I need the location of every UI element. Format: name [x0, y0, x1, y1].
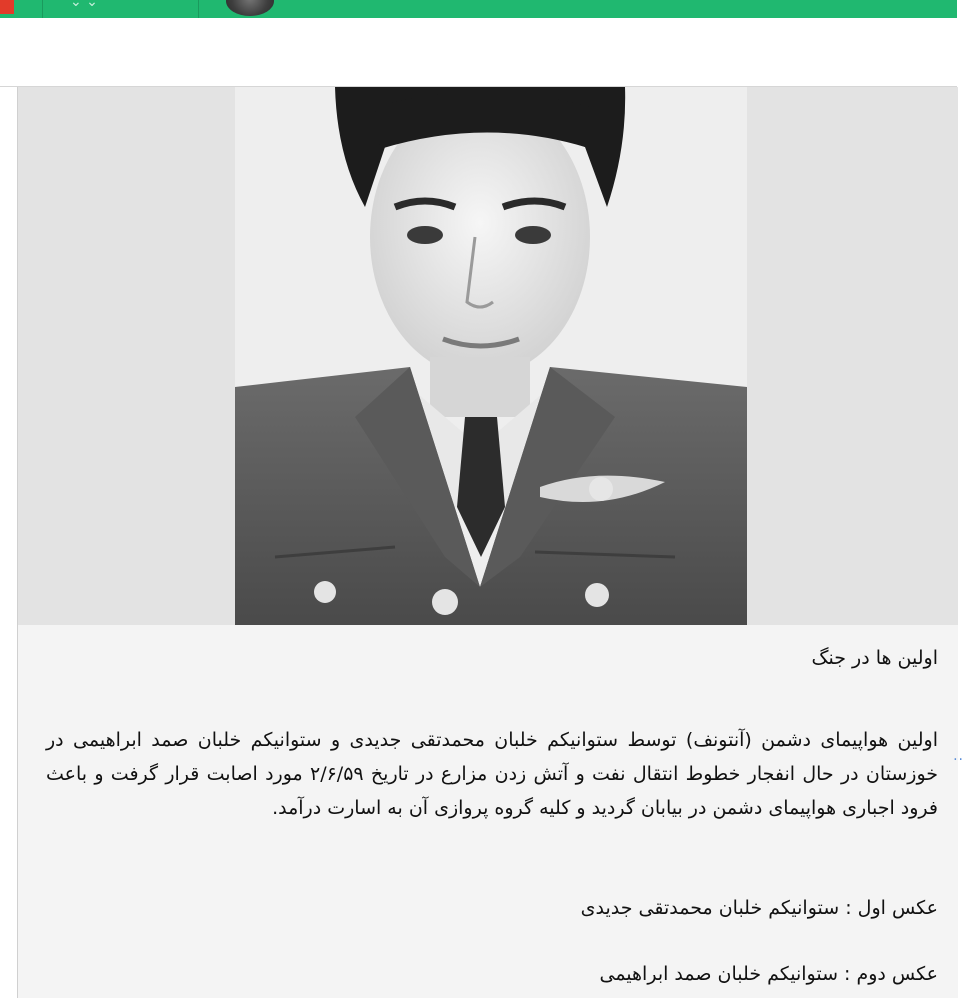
article-paragraph: اولین هواپیمای دشمن (آنتونف) توسط ستوانیکم خلبان محمدتقی جدیدی و ستوانیکم خلبان صمد ابراهیمی در خوزستان در حال انفجار خطوط انتقال نفت و آتش زدن مزارع در تاریخ ۲/۶/۵۹ مورد اصابت قرار گرفت و باعث فرود اجباری هواپیمای دشمن در بیابان گردید و کلیه گروه پروازی آن به اسارت درآمد. [46, 729, 939, 819]
photo-caption-first: عکس اول : ستوانیکم خلبان محمدتقی جدیدی [580, 897, 938, 919]
nav-divider [42, 0, 43, 18]
photo-frame [18, 87, 958, 625]
article-body [18, 625, 964, 998]
nav-divider [198, 0, 199, 18]
user-avatar-icon[interactable] [226, 0, 274, 16]
portrait-photo [235, 87, 747, 625]
nav-icons[interactable]: ⌄ ⌄ [70, 0, 98, 10]
top-navigation-bar [0, 0, 957, 18]
article-heading: اولین ها در جنگ [811, 647, 938, 669]
secondary-header [0, 18, 957, 87]
photo-caption-second: عکس دوم : ستوانیکم خلبان صمد ابراهیمی [599, 963, 938, 985]
site-logo[interactable] [0, 0, 14, 14]
article-content [17, 87, 964, 998]
portrait-photo-image [235, 87, 747, 625]
expand-dots-icon[interactable]: ·· [953, 752, 964, 768]
